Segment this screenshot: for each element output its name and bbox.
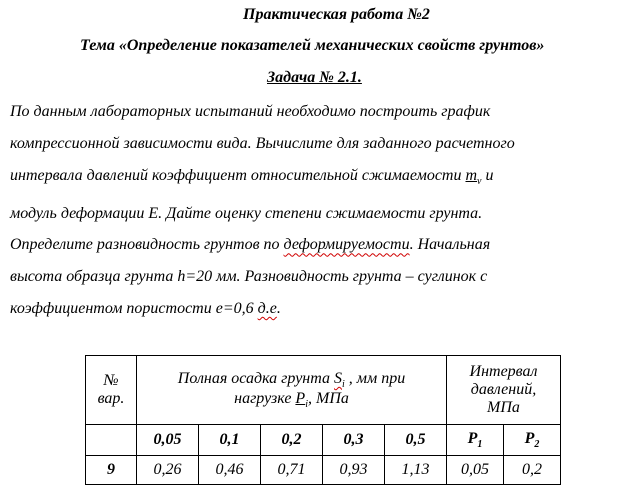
p1-sub: 1 [477,439,483,451]
header-interval [447,356,561,425]
load-2: 0,2 [261,425,323,456]
subheader-empty [86,425,137,456]
text-line-7 [10,293,638,325]
header-variant-2: вар. [97,390,125,407]
p2-sub: 2 [534,439,540,451]
row-value-2: 0,71 [261,456,323,485]
header-settlement [137,356,447,425]
settle-a: Полная осадка грунта [177,369,334,387]
row-value-0: 0,26 [137,456,199,485]
text-line-6: высота образца грунта h=20 мм. Разновидность грунта – суглинок с [10,268,488,286]
settle-s [334,369,345,390]
p1-header [447,425,504,456]
task-description [10,96,638,325]
text-line-7-a: коэффициентом пористости e=0,6 [10,299,258,317]
settle-d: , МПа [307,390,349,407]
p1-letter: P [467,429,478,447]
interval-1: Интервал [469,363,538,380]
row-p1: 0,05 [447,456,504,485]
mv-sub: v [477,175,482,187]
load-4: 0,5 [385,425,447,456]
settle-b: , мм при [344,369,406,387]
load-1: 0,1 [199,425,261,456]
topic-title: Тема «Определение показателей механических свойств грунтов» [80,37,545,54]
settle-s-sub: i [342,379,345,390]
text-line-5-a: Определите разновидность грунтов по [10,236,284,254]
text-line-4: модуль деформации E. Дайте оценку степени сжимаемости грунта. [10,204,483,222]
settle-p-sub: i [305,399,308,411]
load-0: 0,05 [137,425,199,456]
header-variant [86,356,137,425]
text-line-1: По данным лабораторных испытаний необходимо построить график [10,103,491,120]
settle-p [295,390,308,411]
settle-p-letter: P [295,390,306,407]
task-title: Задача № 2.1. [267,69,362,86]
table-header-row [86,356,561,425]
row-value-4: 1,13 [385,456,447,485]
p2-header [504,425,561,456]
data-table [85,355,561,485]
row-p2: 0,2 [504,456,561,485]
load-3: 0,3 [323,425,385,456]
table-subheader-row [86,425,561,456]
page-title: Практическая работа №2 [243,6,430,23]
text-line-7-c: . [276,299,281,317]
text-line-3-a: интервала давлений коэффициент относительной сжимаемости [10,166,466,184]
row-variant: 9 [86,456,137,485]
p2-letter: P [524,429,535,447]
interval-2: давлений, [470,381,537,398]
settle-s-letter: S [334,369,342,387]
text-line-3-b: и [481,166,494,184]
text-line-2: компрессионной зависимости вида. Вычислите для заданного расчетного [10,134,515,152]
header-variant-1: № [103,372,119,389]
mv-symbol [465,166,482,187]
text-line-5 [10,229,638,261]
row-value-1: 0,46 [199,456,261,485]
text-line-5-c: . Начальная [409,236,491,254]
table-row [86,456,561,485]
text-line-3 [10,160,638,198]
interval-3: МПа [487,399,520,416]
settle-c: нагрузке [234,390,296,407]
spellcheck-word-de: д.е [257,299,277,317]
mv-m: m [465,166,478,184]
spellcheck-word-deformability: деформируемости [283,236,410,254]
row-value-3: 0,93 [323,456,385,485]
